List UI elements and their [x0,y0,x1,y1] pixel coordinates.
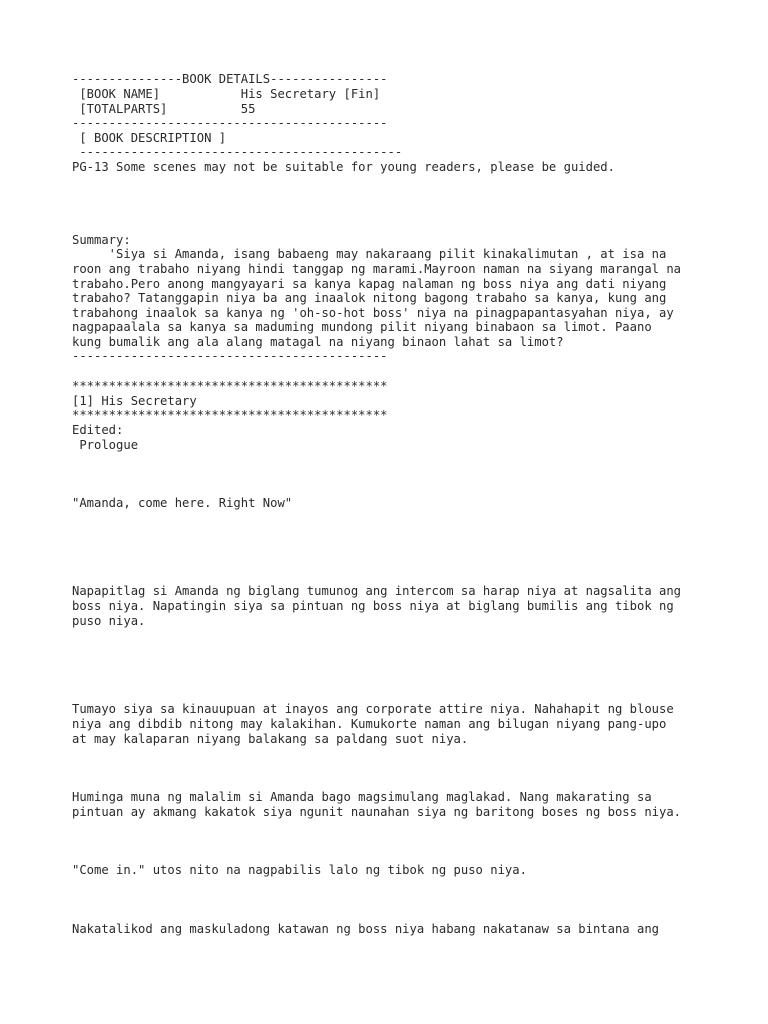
book-name-row: [BOOK NAME] His Secretary [Fin] [72,87,381,101]
story-paragraph-line: niya ang dibdib nitong may kalakihan. Kumukorte naman ang bilugan niyang pang-upo [72,717,667,731]
summary-line: trabaho? Tatanggapin niya ba ang inaalok nitong bagong trabaho sa kanya, kung ang [72,291,667,305]
story-paragraph-line: puso niya. [72,614,146,628]
book-details-separator: ------------------------------------------- [72,116,388,130]
story-paragraph-line: boss niya. Napatingin siya sa pintuan ng boss niya at biglang bumilis ang tibok ng [72,599,674,613]
story-paragraph-line: Napapitlag si Amanda ng biglang tumunog ang intercom sa harap niya at nagsalita ang [72,584,682,598]
section-title: Prologue [72,438,139,452]
story-dialogue: "Come in." utos nito na nagpabilis lalo ng tibok ng puso niya. [72,863,527,877]
story-dialogue: "Amanda, come here. Right Now" [72,496,293,510]
rating-notice: PG-13 Some scenes may not be suitable for young readers, please be guided. [72,160,615,174]
summary-line: trabaho.Pero anong mangyayari sa kanya kapag nalaman ng boss niya ang dati niyang [72,277,667,291]
story-paragraph-line: pintuan ay akmang kakatok siya ngunit naunahan siya ng baritong boses ng boss niya. [72,805,682,819]
summary-line: trabahong inaalok sa kanya ng 'oh-so-hot boss' niya na pinagpapantasyahan niya, ay [72,306,674,320]
summary-line: nagpapaalala sa kanya sa maduming mundong pilit niyang binabaon sa limot. Paano [72,320,652,334]
chapter-stars-top: ******************************************* [72,379,388,393]
book-details-header: ---------------BOOK DETAILS---------------- [72,72,388,86]
summary-label: Summary: [72,233,131,247]
book-description-separator: -------------------------------------------- [72,145,403,159]
summary-separator: ------------------------------------------- [72,349,388,363]
story-paragraph-line: Huminga muna ng malalim si Amanda bago magsimulang maglakad. Nang makarating sa [72,790,652,804]
story-paragraph-line: Nakatalikod ang maskuladong katawan ng boss niya habang nakatanaw sa bintana ang [72,922,659,936]
chapter-stars-bottom: ******************************************* [72,408,388,422]
total-parts-row: [TOTALPARTS] 55 [72,102,256,116]
summary-line: 'Siya si Amanda, isang babaeng may nakaraang pilit kinakalimutan , at isa na [72,247,667,261]
edited-label: Edited: [72,423,124,437]
chapter-title: [1] His Secretary [72,394,197,408]
summary-line: roon ang trabaho niyang hindi tanggap ng marami.Mayroon naman na siyang marangal na [72,262,682,276]
summary-line: kung bumalik ang ala alang matagal na niyang binaon lahat sa limot? [72,335,564,349]
story-paragraph-line: at may kalaparan niyang balakang sa paldang suot niya. [72,732,469,746]
book-description-heading: [ BOOK DESCRIPTION ] [72,131,227,145]
story-paragraph-line: Tumayo siya sa kinauupuan at inayos ang corporate attire niya. Nahahapit ng blouse [72,702,674,716]
